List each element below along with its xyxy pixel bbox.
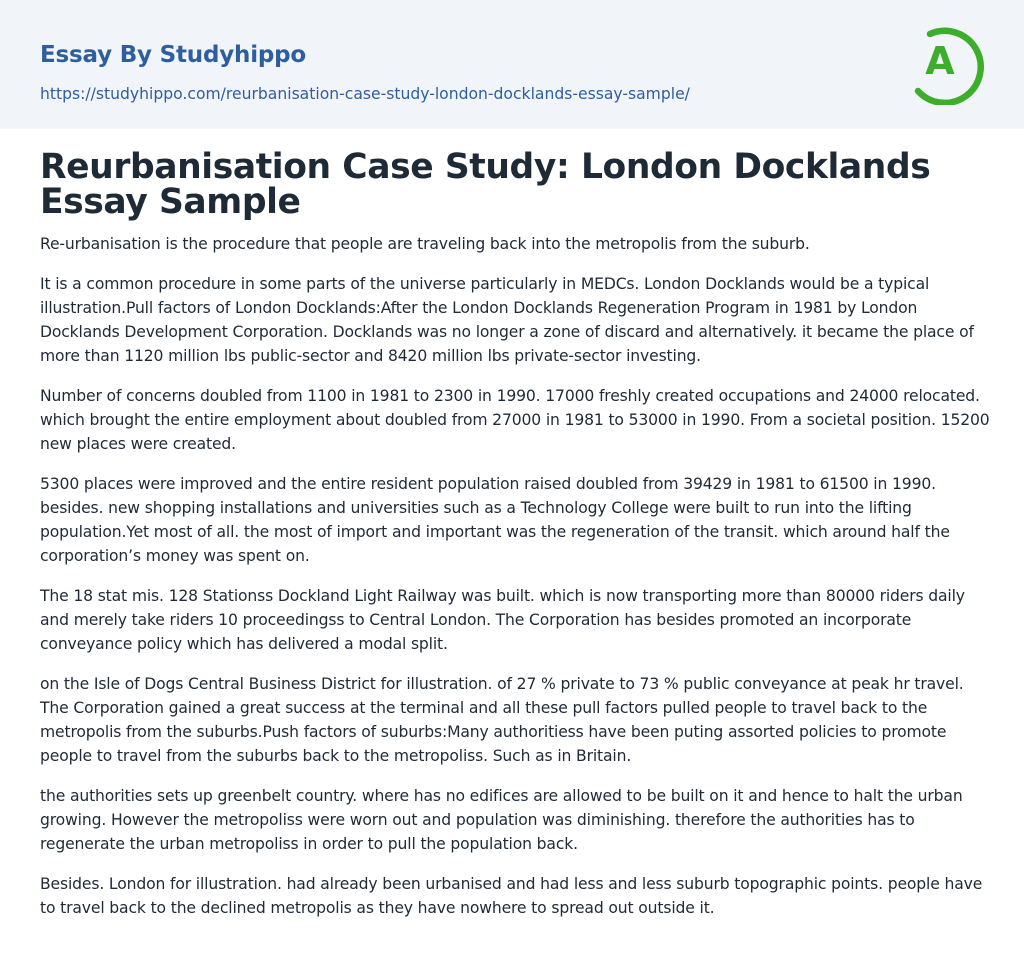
studyhippo-logo-icon[interactable] [912, 19, 986, 105]
paragraph: the authorities sets up greenbelt country. where has no edifices are allowed to be built on it and hence to halt the urban growing. However the metropoliss were worn out and population was diminishing. therefore the authorities has to regenerate the urban metropoliss in order to pull the population back. [40, 787, 963, 853]
paragraph: It is a common procedure in some parts of the universe particularly in MEDCs. London Docklands would be a typical illustration.Pull factors of London Docklands:After the London Docklands Regeneration Program in 1981 by London Docklands Development Corporation. Docklands was no longer a zone of discard and alternatively. it became the place of more than 1120 million lbs public-sector and 8420 million lbs private-sector investing. [40, 275, 974, 365]
logo-letter: A [925, 39, 955, 83]
brand-title[interactable]: Essay By Studyhippo [40, 42, 307, 68]
paragraph: on the Isle of Dogs Central Business District for illustration. of 27 % private to 73 % public conveyance at peak hr travel. The Corporation gained a great success at the terminal and all these pull factors pulled people to travel back to the metropolis from the suburbs.Push factors of suburbs:Many authoritiess have been puting assorted policies to promote people to travel from the suburbs back to the metropoliss. Such as in Britain. [40, 675, 964, 765]
paragraph: Besides. London for illustration. had already been urbanised and had less and less suburb topographic points. people have to travel back to the declined metropolis as they have nowhere to spread out outside it. [40, 875, 983, 917]
paragraph: Re-urbanisation is the procedure that people are traveling back into the metropolis from the suburb. [40, 235, 810, 253]
site-header [0, 0, 1024, 129]
paragraph: 5300 places were improved and the entire resident population raised doubled from 39429 in 1981 to 61500 in 1990. besides. new shopping installations and universities such as a Technology College were built to run into the lifting population.Yet most of all. the most of import and important was the regeneration of the transit. which around half the corporation’s money was spent on. [40, 475, 950, 565]
page-title: Reurbanisation Case Study: London Docklands Essay Sample [40, 147, 931, 222]
article [40, 147, 990, 936]
paragraph: The 18 stat mis. 128 Stationss Dockland Light Railway was built. which is now transporting more than 80000 riders daily and merely take riders 10 proceedingss to Central London. The Corporation has besides promoted an incorporate conveyance policy which has delivered a modal split. [40, 587, 965, 653]
paragraph: Number of concerns doubled from 1100 in 1981 to 2300 in 1990. 17000 freshly created occupations and 24000 relocated. which brought the entire employment about doubled from 27000 in 1981 to 53000 in 1990. From a societal position. 15200 new places were created. [40, 387, 990, 453]
source-url-link[interactable]: https://studyhippo.com/reurbanisation-case-study-london-docklands-essay-sample/ [40, 85, 690, 103]
